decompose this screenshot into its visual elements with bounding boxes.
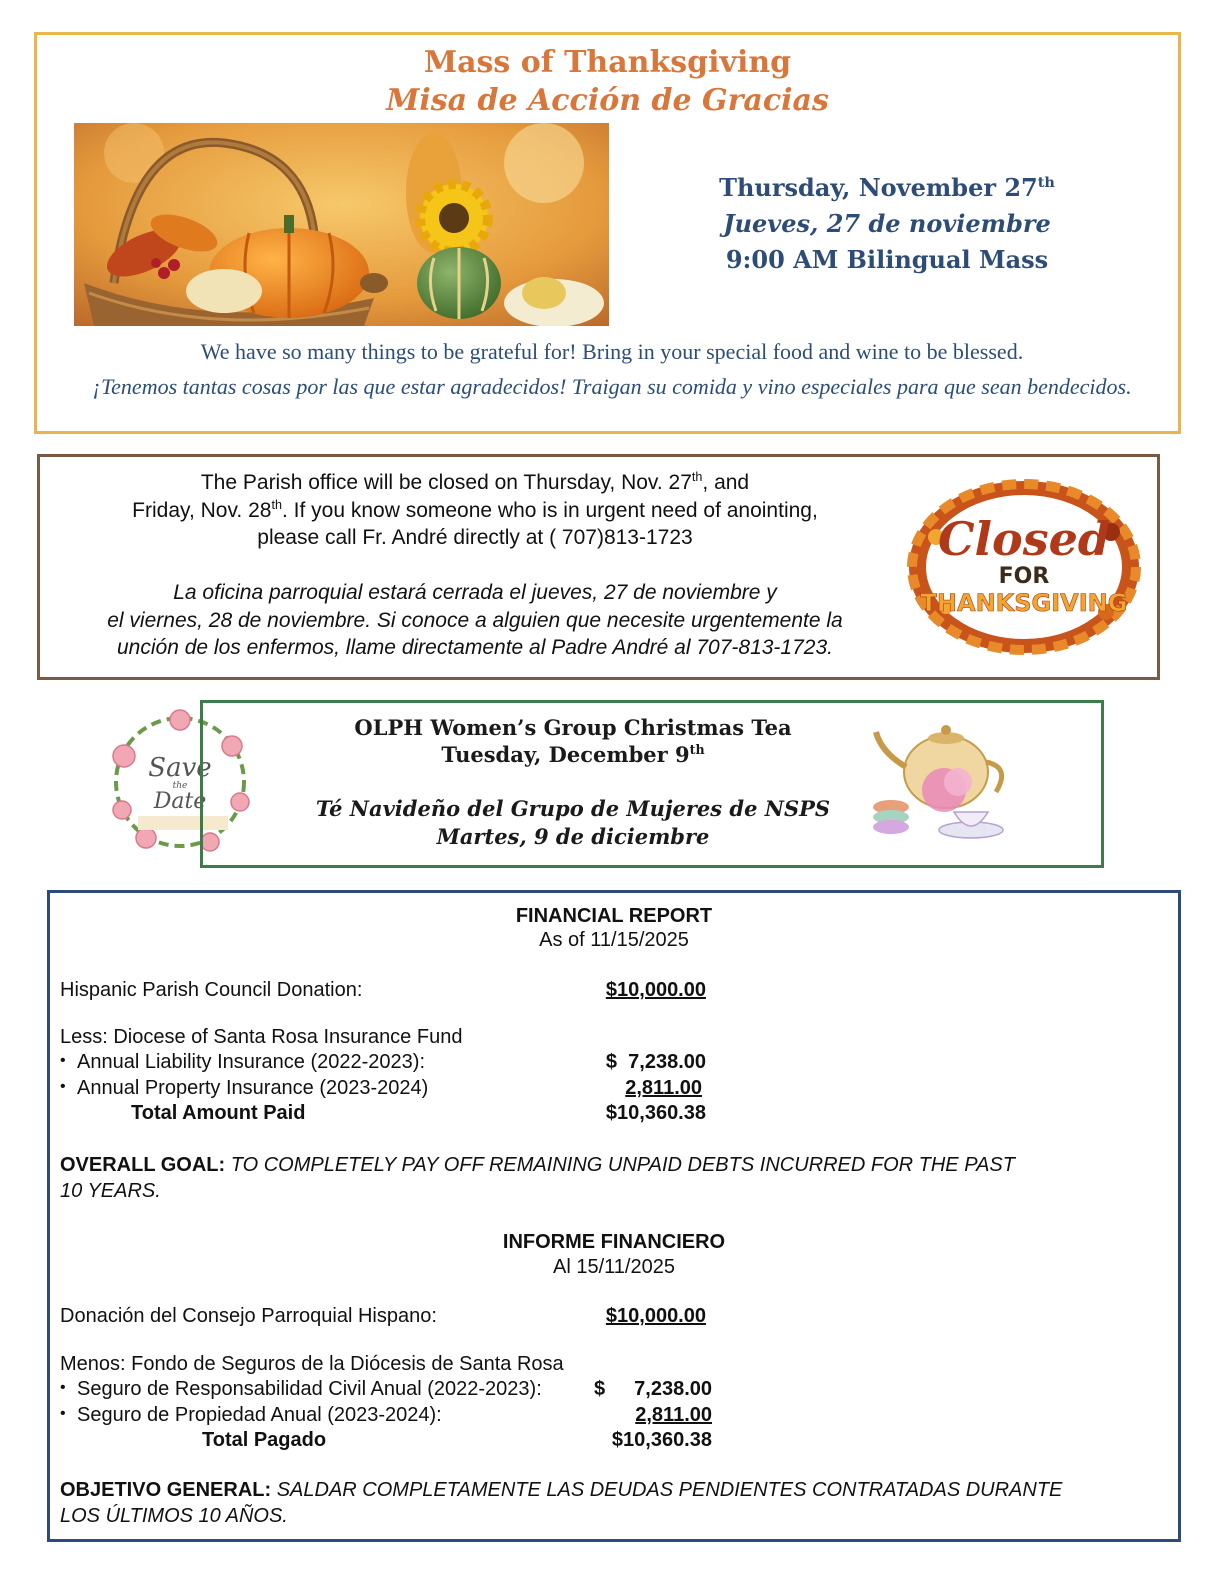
closed-for-thanksgiving-badge	[906, 477, 1142, 657]
seguro-responsabilidad-amount: 7,238.00	[634, 1378, 712, 1400]
objetivo-general-continued: LOS ÚLTIMOS 10 AÑOS.	[60, 1505, 288, 1527]
mass-title-spanish: Misa de Acción de Gracias	[386, 83, 829, 118]
closed-en-line-3: please call Fr. André directly at ( 707)813-1723	[257, 526, 693, 549]
total-paid-label: Total Amount Paid	[131, 1102, 306, 1124]
donation-amount: $10,000.00	[605, 979, 706, 1001]
total-pagado-label: Total Pagado	[202, 1429, 327, 1451]
total-paid-amount: $10,360.38	[605, 1102, 706, 1124]
financial-report-section	[47, 890, 1181, 1542]
teapot-icon	[866, 712, 1016, 852]
overall-goal: OVERALL GOAL: TO COMPLETELY PAY OFF REMAINING UNPAID DEBTS INCURRED FOR THE PAST	[60, 1154, 1015, 1176]
donacion-label: Donación del Consejo Parroquial Hispano:	[60, 1305, 437, 1327]
office-closed-spanish	[50, 579, 900, 662]
tea-title-english: OLPH Women’s Group Christmas Tea	[354, 715, 792, 740]
closed-es-line-2: el viernes, 28 de noviembre. Si conoce a alguien que necesite urgentemente la	[107, 608, 843, 632]
financial-report-date: As of 11/15/2025	[539, 929, 689, 951]
property-insurance-amount: 2,811.00	[625, 1077, 702, 1099]
mass-message-english: We have so many things to be grateful for! Bring in your special food and wine to be blessed.	[200, 339, 1024, 364]
thanksgiving-mass-section	[34, 32, 1181, 434]
closed-es-line-1: La oficina parroquial estará cerrada el jueves, 27 de noviembre y	[173, 581, 777, 604]
badge-thanksgiving-text: THANKSGIVING	[920, 589, 1128, 617]
badge-for-text: FOR	[998, 564, 1050, 589]
badge-closed-text: Closed	[937, 512, 1111, 566]
less-insurance-label: Less: Diocese of Santa Rosa Insurance Fund	[60, 1026, 463, 1048]
total-pagado-amount: $10,360.38	[611, 1429, 712, 1451]
mass-time: 9:00 AM Bilingual Mass	[725, 245, 1049, 274]
save-the-date-line-2: the	[172, 781, 188, 791]
tea-date-spanish: Martes, 9 de diciembre	[436, 824, 710, 849]
seguro-responsabilidad-currency: $	[594, 1378, 606, 1400]
closed-en-line-2: Friday, Nov. 28th. If you know someone who is in urgent need of anointing,	[132, 497, 818, 522]
liability-insurance-label: • Annual Liability Insurance (2022-2023):	[77, 1051, 425, 1074]
objetivo-general: OBJETIVO GENERAL: SALDAR COMPLETAMENTE LAS DEUDAS PENDIENTES CONTRATADAS DURANTE	[60, 1479, 1063, 1501]
office-closed-english	[50, 469, 900, 552]
harvest-basket-image	[74, 123, 609, 326]
donacion-amount: $10,000.00	[605, 1305, 706, 1327]
closed-en-line-1: The Parish office will be closed on Thursday, Nov. 27th, and	[200, 470, 750, 494]
menos-seguros-label: Menos: Fondo de Seguros de la Diócesis de Santa Rosa	[60, 1353, 564, 1375]
mass-date-spanish: Jueves, 27 de noviembre	[723, 209, 1051, 238]
financial-report-title: FINANCIAL REPORT	[515, 905, 713, 927]
tea-title-spanish: Té Navideño del Grupo de Mujeres de NSPS	[315, 796, 831, 821]
seguro-responsabilidad-label: • Seguro de Responsabilidad Civil Anual (2022-2023):	[77, 1378, 542, 1401]
mass-date-english: Thursday, November 27th	[719, 173, 1055, 202]
overall-goal-continued: 10 YEARS.	[60, 1180, 161, 1202]
seguro-propiedad-amount: 2,811.00	[635, 1404, 712, 1426]
donation-label: Hispanic Parish Council Donation:	[60, 979, 363, 1001]
office-closed-section	[37, 454, 1160, 680]
property-insurance-label: • Annual Property Insurance (2023-2024)	[77, 1077, 428, 1100]
closed-es-line-3: unción de los enfermos, llame directamente al Padre André al 707-813-1723.	[117, 636, 833, 659]
save-the-date-line-1: Save	[148, 753, 212, 783]
liability-insurance-amount: $ 7,238.00	[605, 1051, 706, 1073]
mass-message-spanish: ¡Tenemos tantas cosas por las que estar agradecidos! Traigan su comida y vino especiales para que sean bendecidos.	[92, 374, 1132, 399]
mass-title-english: Mass of Thanksgiving	[423, 45, 792, 80]
seguro-propiedad-label: • Seguro de Propiedad Anual (2023-2024):	[77, 1404, 442, 1427]
save-the-date-line-3: Date	[153, 789, 207, 814]
informe-financiero-title: INFORME FINANCIERO	[502, 1231, 726, 1253]
tea-date-english: Tuesday, December 9th	[441, 742, 705, 767]
informe-financiero-date: Al 15/11/2025	[553, 1256, 675, 1278]
